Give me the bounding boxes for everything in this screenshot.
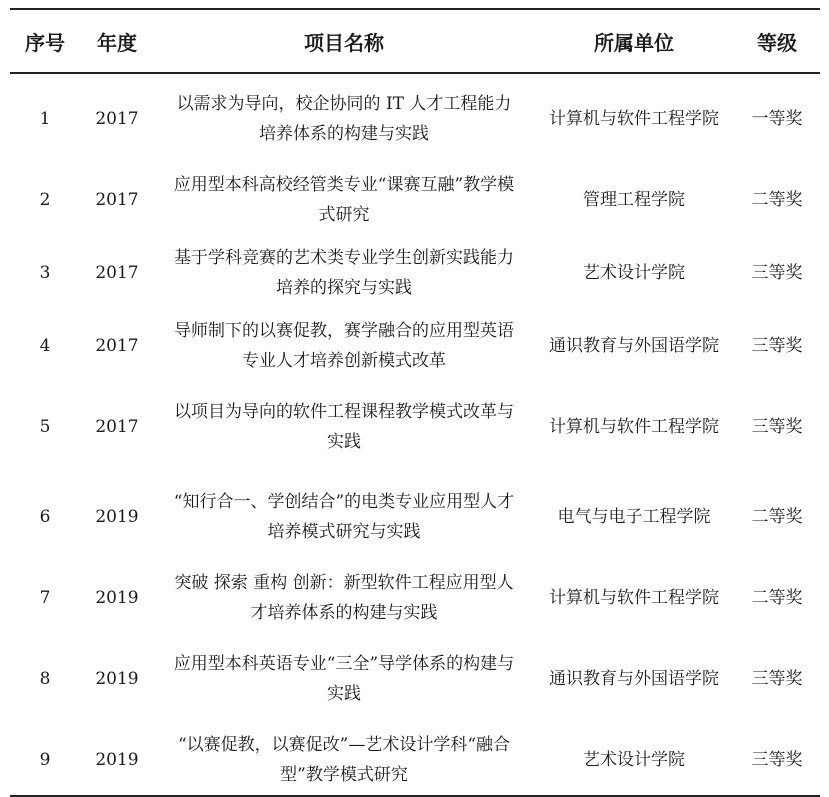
project-name-text: 导师制下的以赛促教，赛学融合的应用型英语专业人才培养创新模式改革: [174, 320, 514, 371]
cell-grade: 三等奖: [751, 417, 803, 437]
unit-text: 管理工程学院: [583, 189, 685, 210]
cell-grade: 三等奖: [751, 669, 803, 689]
unit-text: 艺术设计学院: [583, 749, 685, 770]
cell-grade: 三等奖: [751, 262, 803, 283]
awards-table: [10, 8, 820, 797]
cell-grade: 二等奖: [751, 189, 803, 210]
cell-grade: 二等奖: [751, 507, 803, 527]
cell-index: 2: [39, 189, 51, 210]
cell-unit: [534, 472, 734, 562]
cell-project-name: [154, 382, 534, 472]
cell-project-name: [154, 73, 534, 163]
cell-project-name: [154, 309, 534, 382]
project-name-text: 基于学科竞赛的艺术类专业学生创新实践能力培养的探究与实践: [174, 247, 514, 298]
cell-grade: 一等奖: [751, 108, 803, 129]
cell-project-name: [154, 562, 534, 634]
cell-project-name: [154, 724, 534, 796]
cell-project-name: [154, 634, 534, 724]
table-row: [10, 562, 820, 634]
unit-text: 计算机与软件工程学院: [549, 588, 719, 608]
awards-table-container: [10, 8, 820, 797]
table-row: [10, 163, 820, 236]
cell-index: 7: [39, 588, 51, 608]
unit-text: 计算机与软件工程学院: [549, 108, 719, 129]
cell-year: 2017: [95, 189, 139, 210]
cell-unit: [534, 163, 734, 236]
table-row: [10, 382, 820, 472]
cell-year: 2019: [95, 669, 139, 689]
table-row: [10, 236, 820, 309]
cell-year: 2019: [95, 588, 139, 608]
unit-text: 电气与电子工程学院: [557, 507, 711, 527]
table-row: [10, 309, 820, 382]
cell-grade: 三等奖: [734, 724, 820, 796]
header-year: 年度: [80, 9, 154, 73]
cell-unit: [534, 634, 734, 724]
header-project-name: 项目名称: [154, 9, 534, 73]
cell-project-name: [154, 236, 534, 309]
cell-project-name: [154, 163, 534, 236]
cell-index: 6: [39, 507, 51, 527]
cell-unit: [534, 73, 734, 163]
cell-year: 2017: [95, 335, 139, 356]
project-name-text: “以赛促教，以赛促改”—艺术设计学科“融合型”教学模式研究: [177, 734, 511, 785]
header-index: 序号: [10, 9, 80, 73]
project-name-text: 突破 探索 重构 创新：新型软件工程应用型人才培养体系的构建与实践: [174, 573, 514, 623]
cell-unit: [534, 309, 734, 382]
cell-index: 3: [39, 262, 51, 283]
cell-unit: [534, 562, 734, 634]
cell-index: 1: [39, 108, 51, 129]
cell-index: 9: [10, 724, 80, 796]
cell-year: 2017: [95, 108, 139, 129]
cell-grade: 二等奖: [751, 588, 803, 608]
table-row: [10, 73, 820, 163]
cell-grade: 三等奖: [751, 335, 803, 356]
cell-index: 5: [39, 417, 51, 437]
project-name-text: 应用型本科高校经管类专业“课赛互融”教学模式研究: [173, 174, 515, 225]
table-row: [10, 472, 820, 562]
cell-year: 2019: [80, 724, 154, 796]
project-name-text: 以需求为导向，校企协同的 IT 人才工程能力培养体系的构建与实践: [176, 93, 512, 144]
unit-text: 计算机与软件工程学院: [549, 417, 719, 437]
cell-index: 4: [39, 335, 51, 356]
unit-text: 艺术设计学院: [583, 262, 685, 283]
header-grade: 等级: [734, 9, 820, 73]
cell-unit: [534, 236, 734, 309]
header-unit: 所属单位: [534, 9, 734, 73]
cell-unit: [534, 724, 734, 796]
cell-project-name: [154, 472, 534, 562]
cell-year: 2019: [95, 507, 139, 527]
table-row: [10, 724, 820, 796]
cell-year: 2017: [95, 417, 139, 437]
table-header-row: [10, 9, 820, 73]
project-name-text: 以项目为导向的软件工程课程教学模式改革与实践: [174, 402, 514, 452]
cell-index: 8: [39, 669, 51, 689]
unit-text: 通识教育与外国语学院: [549, 669, 719, 689]
project-name-text: 应用型本科英语专业“三全”导学体系的构建与实践: [173, 654, 515, 704]
cell-unit: [534, 382, 734, 472]
unit-text: 通识教育与外国语学院: [549, 335, 719, 356]
table-row: [10, 634, 820, 724]
project-name-text: “知行合一、学创结合”的电类专业应用型人才培养模式研究与实践: [173, 492, 515, 542]
cell-year: 2017: [95, 262, 139, 283]
